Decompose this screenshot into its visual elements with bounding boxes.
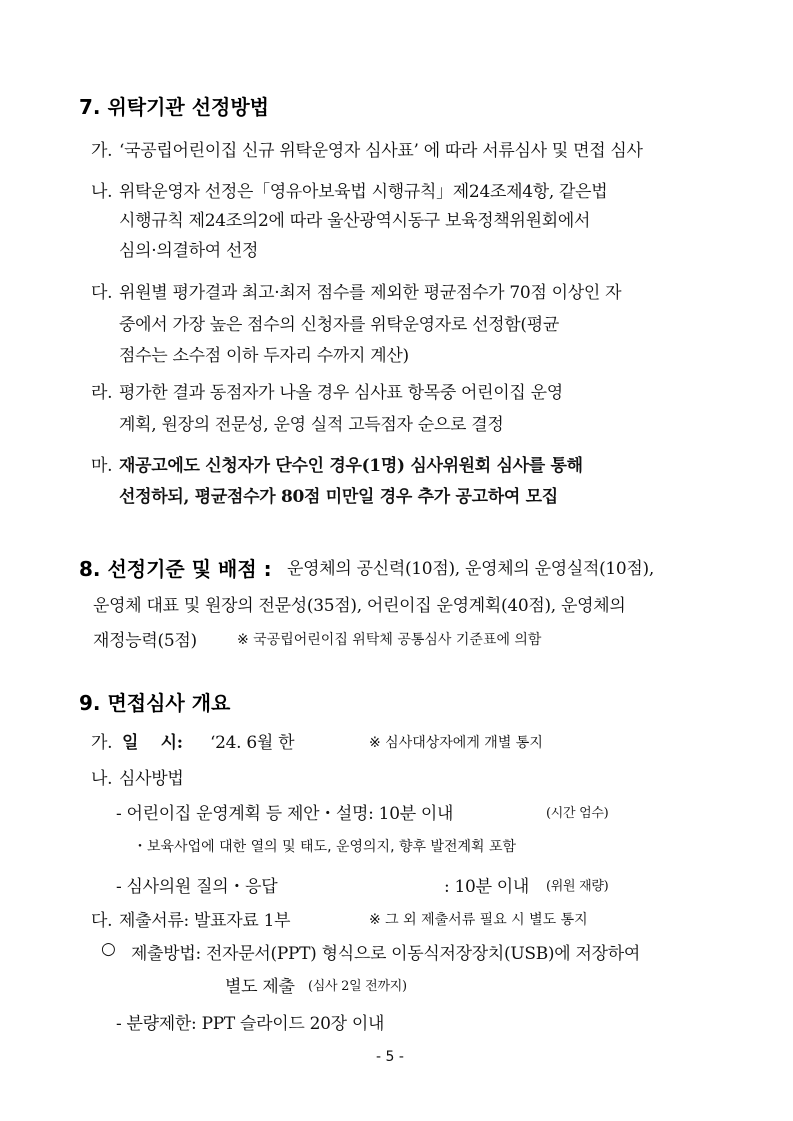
s9-date-note: ※ 심사대상자에게 개별 통지 xyxy=(369,735,543,751)
s9-method-sub1: ・보육사업에 대한 열의 및 태도, 운영의지, 향후 발전계획 포함 xyxy=(133,839,517,855)
section-8-heading: 8. 선정기준 및 배점 : xyxy=(79,557,272,581)
s9-method-item2: - 심사의원 질의・응답 xyxy=(116,877,278,897)
s7-item-ga-marker: 가. xyxy=(91,141,113,161)
s8-line2: 운영체 대표 및 원장의 전문성(35점), 어린이집 운영계획(40점), 운영체의 xyxy=(93,596,626,616)
s9-submit-line1: 제출방법: 전자문서(PPT) 형식으로 이동식저장장치(USB)에 저장하여 xyxy=(131,944,640,964)
s7-item-da-line2: 중에서 가장 높은 점수의 신청자를 위탁운영자로 선정함(평균 xyxy=(119,315,560,335)
s7-item-da-line1: 위원별 평가결과 최고·최저 점수를 제외한 평균점수가 70점 이상인 자 xyxy=(119,283,622,303)
s9-method-item2-value: : 10분 이내 xyxy=(444,877,530,897)
s8-line3: 재정능력(5점) xyxy=(93,631,197,651)
s7-item-ra-marker: 라. xyxy=(91,383,113,403)
s7-item-ma-marker: 마. xyxy=(91,456,113,476)
s9-date-value: ‘24. 6월 한 xyxy=(210,733,295,753)
s7-item-ma-line1: 재공고에도 신청자가 단수인 경우(1명) 심사위원회 심사를 통해 xyxy=(119,456,583,476)
s7-item-na-line3: 심의·의결하여 선정 xyxy=(119,241,259,261)
s7-item-ma-line2: 선정하되, 평균점수가 80점 미만일 경우 추가 공고하여 모집 xyxy=(119,487,558,507)
s7-item-ra-line2: 계획, 원장의 전문성, 운영 실적 고득점자 순으로 결정 xyxy=(119,415,504,435)
s9-limit: - 분량제한: PPT 슬라이드 20장 이내 xyxy=(116,1014,385,1034)
s9-submit-line2-note: (심사 2일 전까지) xyxy=(308,979,407,994)
page-number: - 5 - xyxy=(376,1049,404,1065)
s7-item-na-marker: 나. xyxy=(91,182,113,202)
section-9-heading: 9. 면접심사 개요 xyxy=(79,691,231,715)
s9-method-item2-note: (위원 재량) xyxy=(546,879,609,894)
s9-submit-line2: 별도 제출 xyxy=(225,977,295,997)
s7-item-ra-line1: 평가한 결과 동점자가 나올 경우 심사표 항목중 어린이집 운영 xyxy=(119,383,563,403)
s7-item-na-line2: 시행규칙 제24조의2에 따라 울산광역시동구 보육정책위원회에서 xyxy=(119,211,591,231)
s9-docs-marker: 다. xyxy=(91,911,113,931)
section-7-heading: 7. 위탁기관 선정방법 xyxy=(79,95,269,119)
s9-method-label: 심사방법 xyxy=(119,769,184,789)
s7-item-da-line3: 점수는 소수점 이하 두자리 수까지 계산) xyxy=(119,346,409,366)
s9-docs-note: ※ 그 외 제출서류 필요 시 별도 통지 xyxy=(369,912,588,928)
s8-line1: 운영체의 공신력(10점), 운영체의 운영실적(10점), xyxy=(287,559,654,579)
s7-item-na-line1: 위탁운영자 선정은「영유아보육법 시행규칙」제24조제4항, 같은법 xyxy=(119,182,608,202)
s9-docs-label: 제출서류: 발표자료 1부 xyxy=(119,911,291,931)
s7-item-ga-line1: ‘국공립어린이집 신규 위탁운영자 심사표’ 에 따라 서류심사 및 면접 심사 xyxy=(119,141,643,161)
s9-method-item1-note: (시간 엄수) xyxy=(546,806,609,821)
s7-item-da-marker: 다. xyxy=(91,283,113,303)
s9-submit-bullet: ○ xyxy=(101,939,116,959)
s9-method-marker: 나. xyxy=(91,769,113,789)
s9-date-label: 일 시: xyxy=(122,733,183,753)
s9-method-item1: - 어린이집 운영계획 등 제안・설명: 10분 이내 xyxy=(116,804,454,824)
s9-date-marker: 가. xyxy=(91,733,113,753)
s8-note: ※ 국공립어린이집 위탁체 공통심사 기준표에 의함 xyxy=(237,632,542,648)
